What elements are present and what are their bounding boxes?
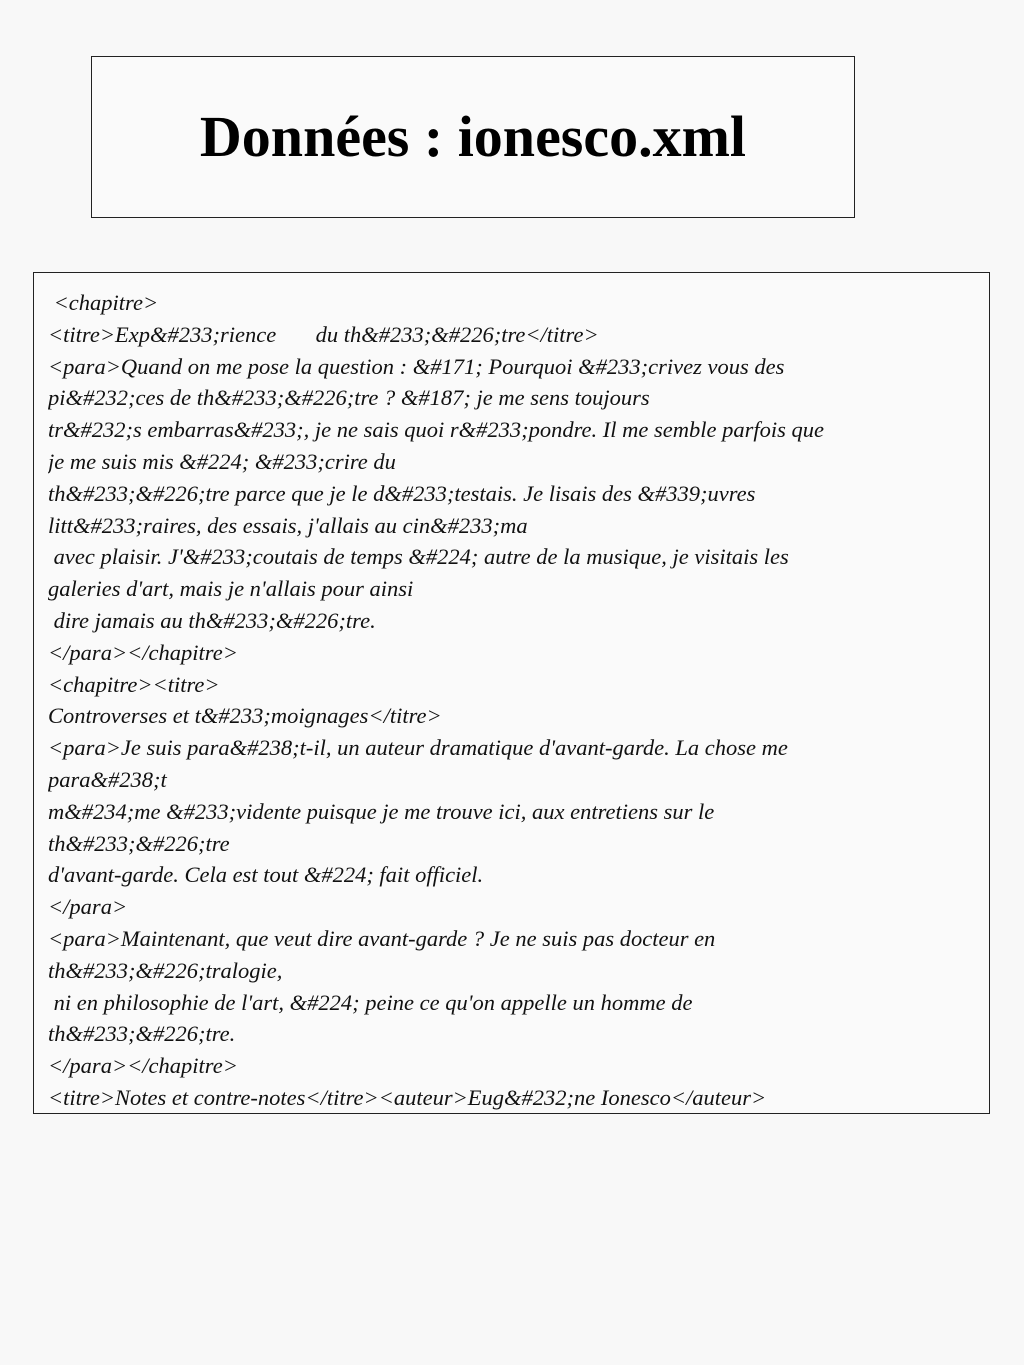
code-line: </para> [48,894,128,920]
code-line: ni en philosophie de l'art, &#224; peine ce qu'on appelle un homme de [48,989,693,1015]
code-line: litt&#233;raires, des essais, j'allais au cin&#233;ma [48,512,528,538]
code-line: th&#233;&#226;tre [48,830,230,856]
code-line: m&#234;me &#233;vidente puisque je me trouve ici, aux entretiens sur le [48,798,715,824]
code-line: Controverses et t&#233;moignages</titre> [48,703,442,729]
code-line: th&#233;&#226;tralogie, [48,957,283,983]
code-line: <para>Maintenant, que veut dire avant-garde ? Je ne suis pas docteur en [48,925,716,951]
xml-code-box [33,272,990,1114]
code-line: <para>Je suis para&#238;t-il, un auteur dramatique d'avant-garde. La chose me [48,735,788,761]
code-line: <titre>Notes et contre-notes</titre><auteur>Eug&#232;ne Ionesco</auteur> [48,1084,767,1110]
slide-title-box [91,56,855,218]
code-line: <chapitre> [48,290,159,315]
code-line: avec plaisir. J'&#233;coutais de temps &#224; autre de la musique, je visitais les [48,544,789,570]
code-line: th&#233;&#226;tre parce que je le d&#233;testais. Je lisais des &#339;uvres [48,480,756,506]
code-line: </para></chapitre> [48,639,238,665]
code-line: tr&#232;s embarras&#233;, je ne sais quoi r&#233;pondre. Il me semble parfois que [48,417,824,443]
code-line: para&#238;t [48,766,167,792]
slide-title: Données : ionesco.xml [199,104,747,169]
code-line: <para>Quand on me pose la question : &#171; Pourquoi &#233;crivez vous des [48,353,785,379]
code-line: <chapitre><titre> [48,671,220,697]
code-line: dire jamais au th&#233;&#226;tre. [48,607,376,633]
code-line: </para></chapitre> [48,1053,238,1079]
code-line: pi&#232;ces de th&#233;&#226;tre ? &#187; je me sens toujours [48,385,650,411]
code-line: <titre>Exp&#233;rience du th&#233;&#226;tre</titre> [48,321,599,347]
code-line: d'avant-garde. Cela est tout &#224; fait officiel. [48,862,484,888]
code-line: je me suis mis &#224; &#233;crire du [48,448,396,474]
code-line: th&#233;&#226;tre. [48,1021,236,1047]
code-line: galeries d'art, mais je n'allais pour ainsi [48,576,414,602]
